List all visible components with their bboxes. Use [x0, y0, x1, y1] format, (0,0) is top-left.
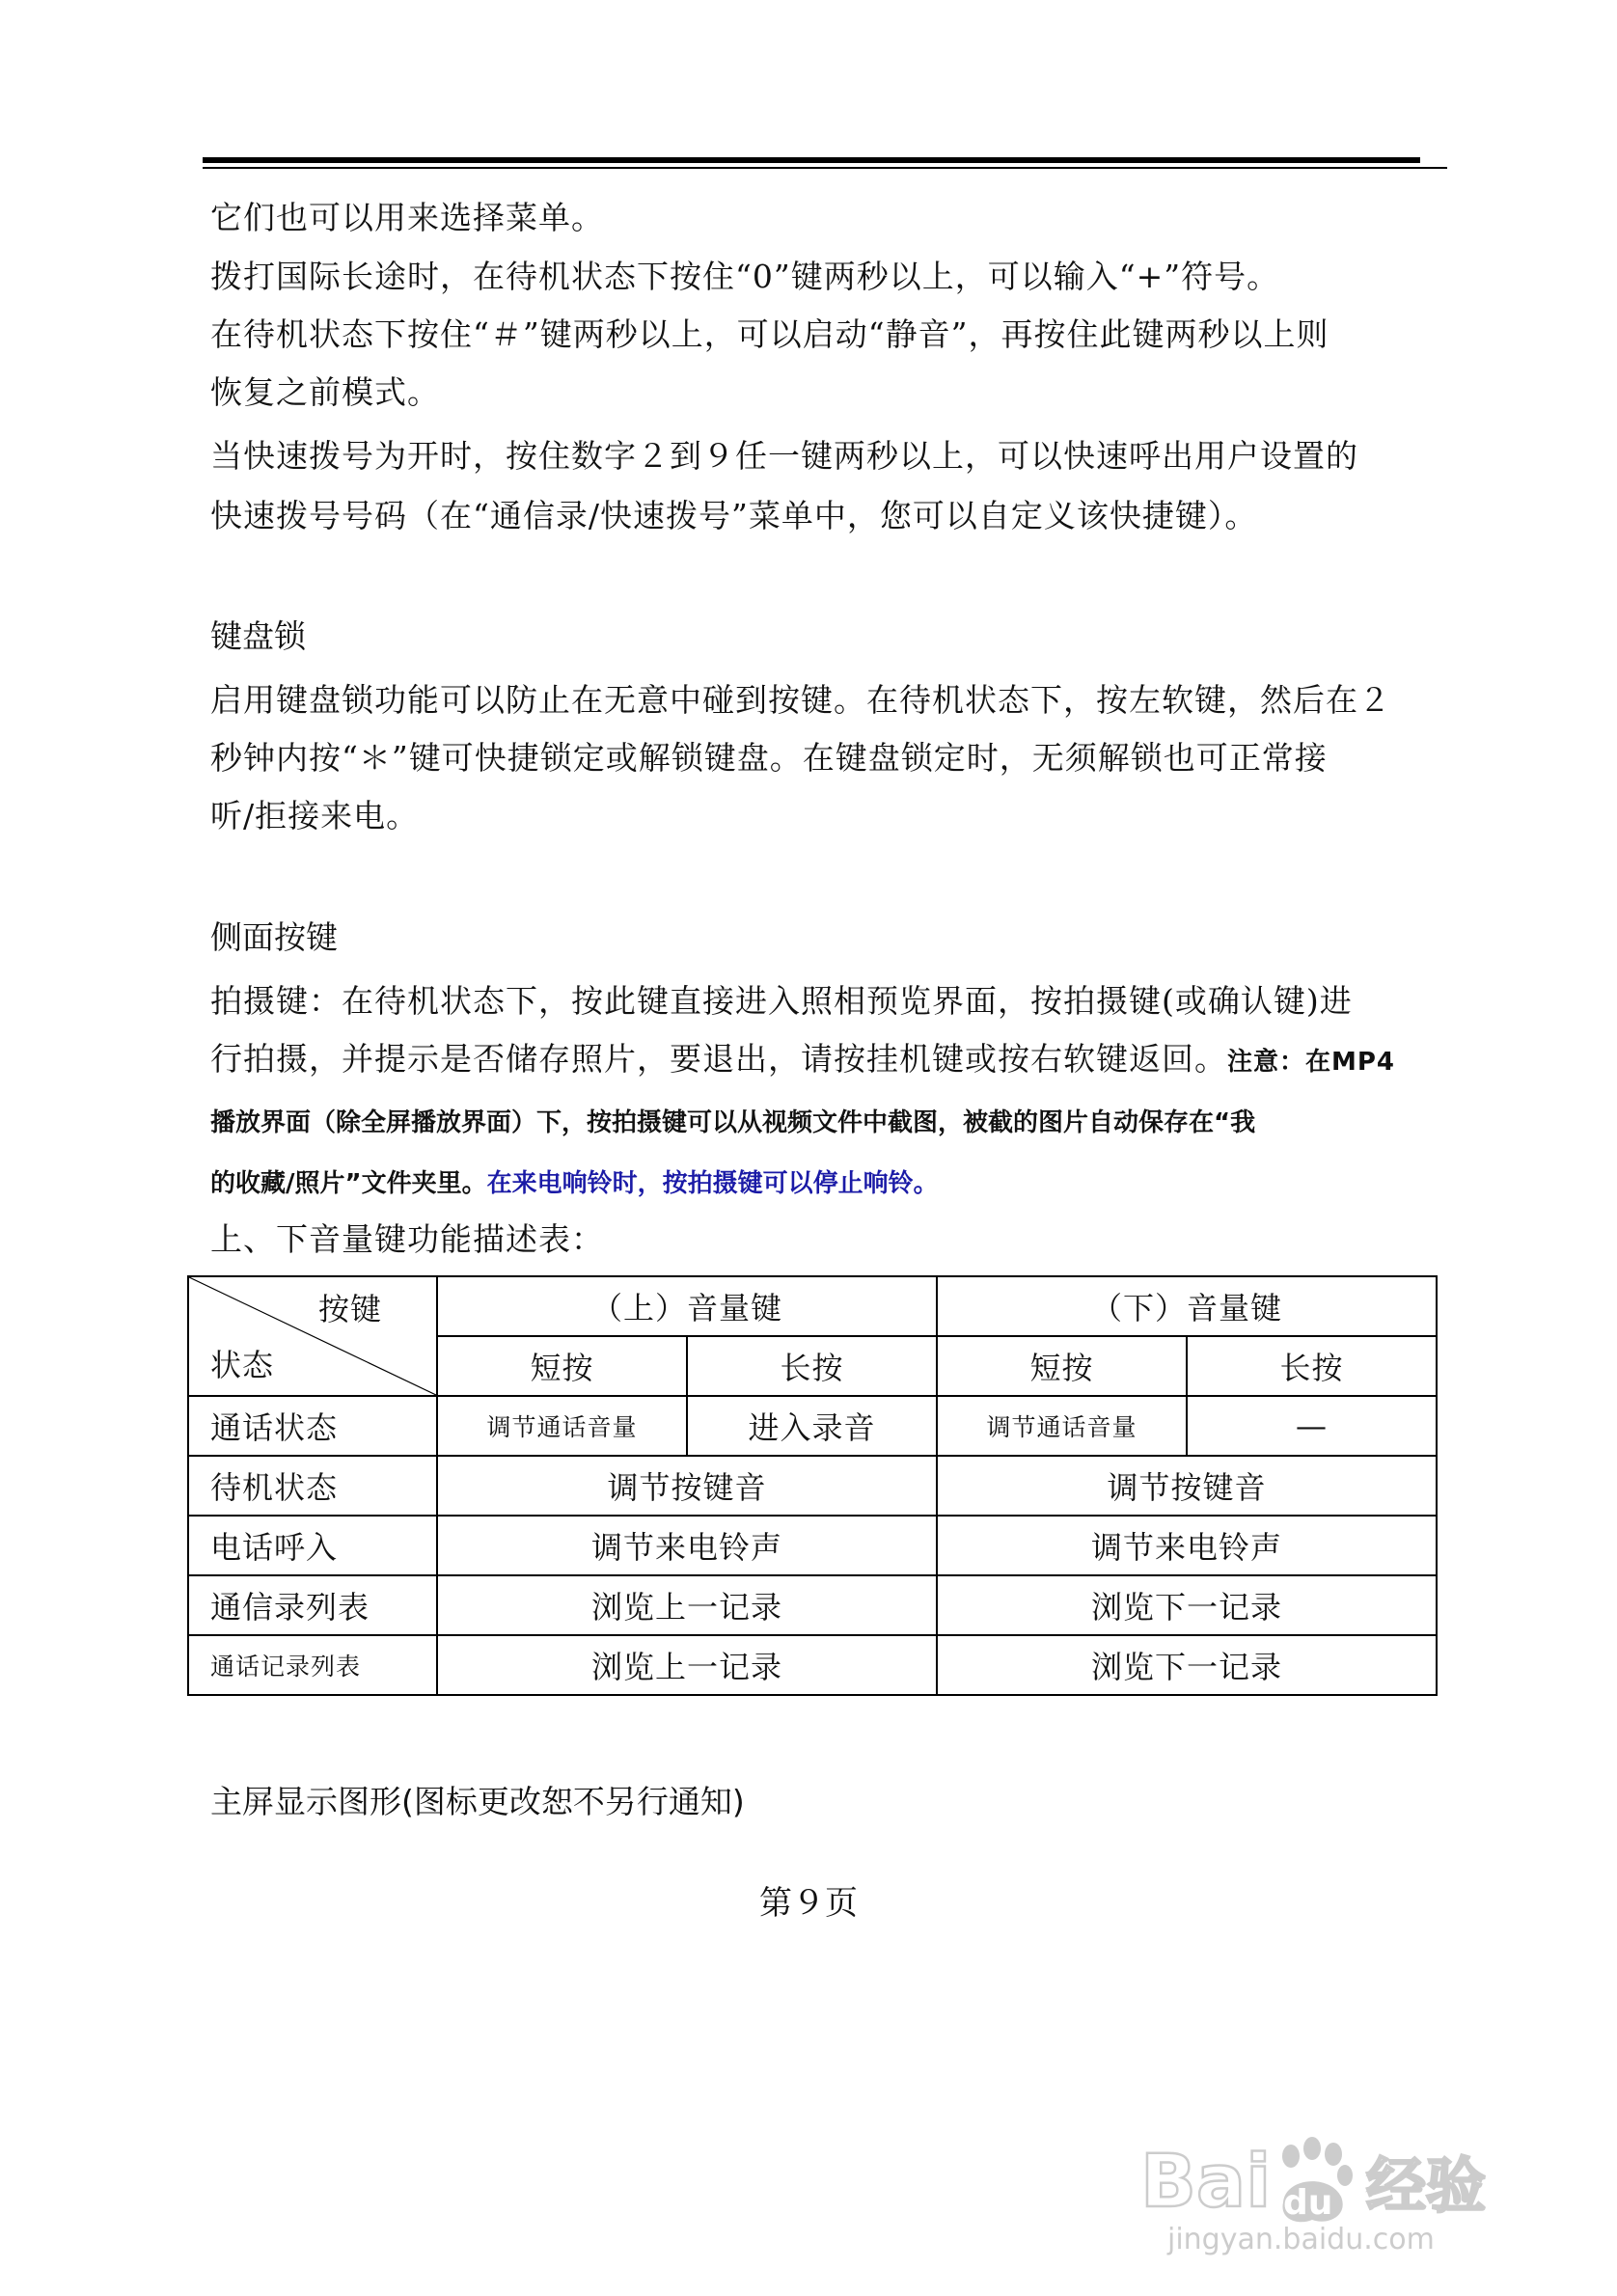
para-menu-select: 它们也可以用来选择菜单。: [210, 199, 604, 236]
cell-up: 调节来电铃声: [437, 1516, 937, 1575]
keylock-line3: 听/拒接来电。: [210, 797, 420, 834]
section-title-side-keys: 侧面按键: [210, 918, 338, 956]
table-row: [188, 1575, 1437, 1635]
watermark-url: jingyan.baidu.com: [1167, 2223, 1435, 2256]
cell-down: 调节来电铃声: [937, 1516, 1437, 1575]
para-intl-call: 拨打国际长途时，在待机状态下按住“0”键两秒以上，可以输入“+”符号。: [210, 258, 1280, 295]
corner-state-label: 状态: [210, 1347, 275, 1383]
cell-down-short: 调节通话音量: [937, 1396, 1187, 1456]
side-line1: 拍摄键：在待机状态下，按此键直接进入照相预览界面，按拍摄键(或确认键)进: [210, 982, 1353, 1020]
side-line4-blue: 在来电响铃时，按拍摄键可以停止响铃。: [486, 1169, 939, 1198]
row-state: 通信录列表: [188, 1575, 437, 1635]
table-header-row: [188, 1276, 1437, 1336]
subheader-down-short: 短按: [937, 1336, 1187, 1396]
subheader-up-short: 短按: [437, 1336, 687, 1396]
cell-down: 调节按键音: [937, 1456, 1437, 1516]
watermark-brand-right: du: [1283, 2183, 1333, 2223]
para-speed-dial-line1: 当快速拨号为开时，按住数字２到９任一键两秒以上，可以快速呼出用户设置的: [210, 437, 1358, 475]
table-row: [188, 1456, 1437, 1516]
table-row: [188, 1396, 1437, 1456]
table-caption: 上、下音量键功能描述表：: [210, 1220, 604, 1258]
main-screen-title: 主屏显示图形(图标更改恕不另行通知): [210, 1783, 745, 1820]
side-note-label: 注意：在MP4: [1227, 1048, 1396, 1077]
cell-up: 调节按键音: [437, 1456, 937, 1516]
keylock-line1: 启用键盘锁功能可以防止在无意中碰到按键。在待机状态下，按左软键，然后在２: [210, 681, 1391, 719]
cell-down: 浏览下一记录: [937, 1635, 1437, 1695]
subheader-up-long: 长按: [687, 1336, 937, 1396]
side-line4: [210, 1152, 939, 1213]
row-state: 电话呼入: [188, 1516, 437, 1575]
watermark-brand-left: Bai: [1140, 2138, 1272, 2224]
keylock-line2: 秒钟内按“＊”键可快捷锁定或解锁键盘。在键盘锁定时，无须解锁也可正常接: [210, 739, 1328, 777]
section-title-keylock: 键盘锁: [210, 617, 306, 655]
cell-up: 浏览上一记录: [437, 1635, 937, 1695]
baidu-jingyan-watermark: [1138, 2127, 1553, 2257]
para-speed-dial-line2: 快速拨号号码（在“通信录/快速拨号”菜单中，您可以自定义该快捷键）。: [210, 497, 1258, 534]
header-rule-thin: [203, 167, 1447, 169]
page-number: 第９页: [759, 1884, 858, 1923]
side-line2: [210, 1030, 1395, 1091]
table-row: [188, 1635, 1437, 1695]
volume-key-table: [187, 1275, 1438, 1696]
table-row: [188, 1516, 1437, 1575]
cell-up-long: 进入录音: [687, 1396, 937, 1456]
row-state: 待机状态: [188, 1456, 437, 1516]
side-line2-text: 行拍摄，并提示是否储存照片，要退出，请按挂机键或按右软键返回。: [210, 1040, 1227, 1078]
subheader-down-long: 长按: [1187, 1336, 1437, 1396]
cell-down-long: —: [1187, 1396, 1437, 1456]
cell-up: 浏览上一记录: [437, 1575, 937, 1635]
corner-key-label: 按键: [317, 1291, 382, 1327]
cell-down: 浏览下一记录: [937, 1575, 1437, 1635]
cell-up-short: 调节通话音量: [437, 1396, 687, 1456]
side-line3: 播放界面（除全屏播放界面）下，按拍摄键可以从视频文件中截图，被截的图片自动保存在“我: [210, 1108, 1256, 1137]
header-volume-up: （上）音量键: [437, 1276, 937, 1336]
row-state: 通话记录列表: [188, 1635, 437, 1695]
para-mute-line2: 恢复之前模式。: [210, 373, 440, 411]
header-volume-down: （下）音量键: [937, 1276, 1437, 1336]
table-corner-cell: [188, 1276, 437, 1396]
side-line4-bold: 的收藏/照片”文件夹里。: [210, 1169, 487, 1198]
header-rule-thick: [203, 157, 1420, 163]
watermark-cn: 经验: [1366, 2150, 1487, 2221]
row-state: 通话状态: [188, 1396, 437, 1456]
para-mute-line1: 在待机状态下按住“＃”键两秒以上，可以启动“静音”，再按住此键两秒以上则: [210, 315, 1329, 353]
